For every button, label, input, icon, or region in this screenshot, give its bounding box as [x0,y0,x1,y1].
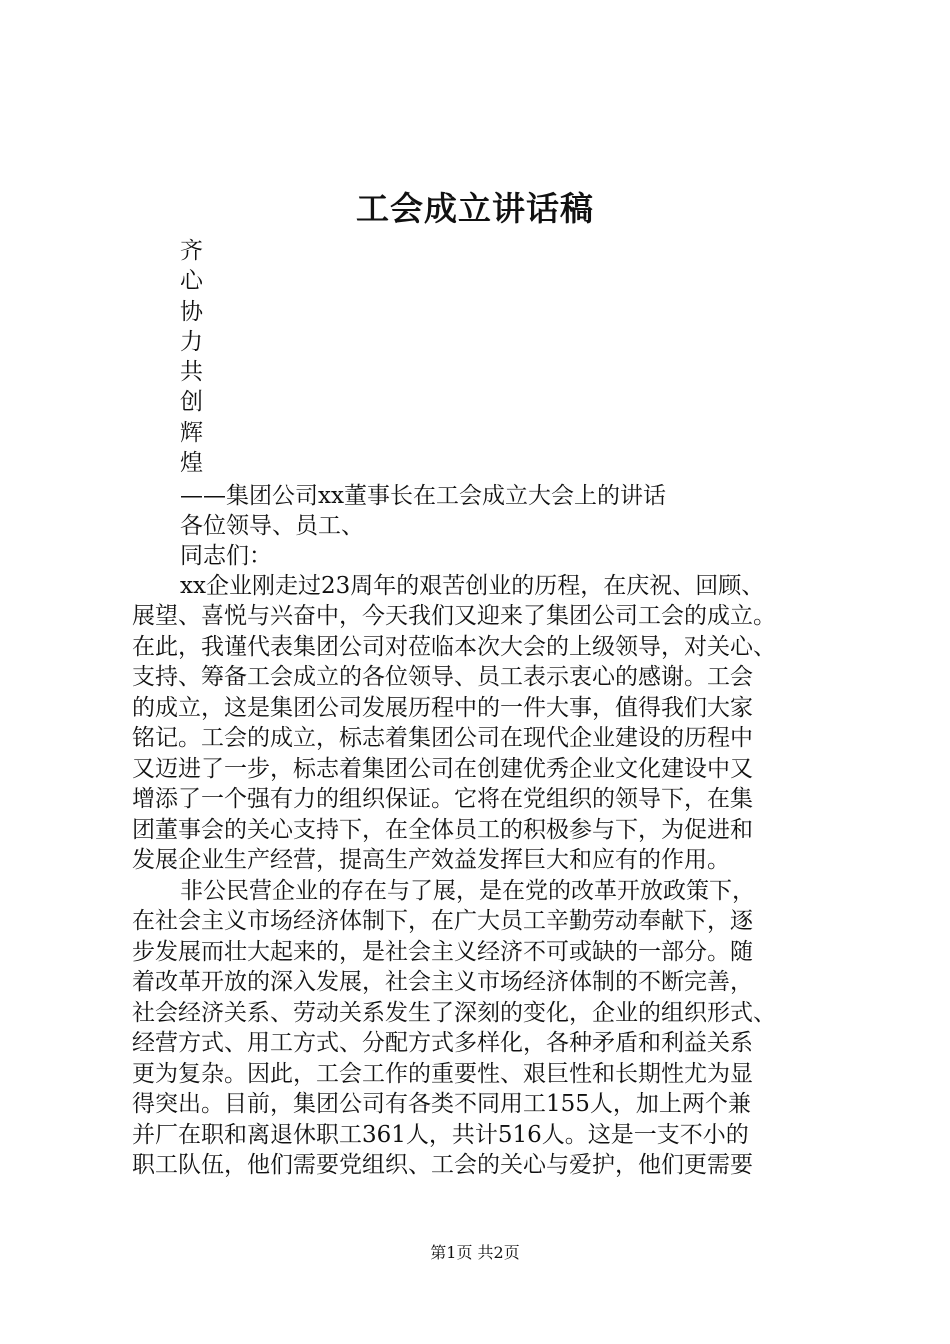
document-title: 工会成立讲话稿 [356,189,594,228]
paragraph-line: 展望、喜悦与兴奋中，今天我们又迎来了集团公司工会的成立。 [132,603,776,629]
vertical-heading-char: 辉 [180,419,203,446]
document-subtitle: ——集团公司xx董事长在工会成立大会上的讲话 [180,483,666,509]
paragraph-line: 铭记。工会的成立，标志着集团公司在现代企业建设的历程中 [132,725,753,751]
vertical-heading-char: 心 [180,268,203,295]
paragraph-line: 发展企业生产经营，提高生产效益发挥巨大和应有的作用。 [132,847,730,873]
paragraph-line: 更为复杂。因此，工会工作的重要性、艰巨性和长期性尤为显 [132,1061,753,1087]
vertical-heading-char: 煌 [180,450,203,477]
paragraph-line: 在社会主义市场经济体制下，在广大员工辛勤劳动奉献下，逐 [132,908,753,934]
paragraph-line: 又迈进了一步，标志着集团公司在创建优秀企业文化建设中又 [132,756,753,782]
vertical-heading-char: 力 [180,328,203,355]
paragraph-line: 团董事会的关心支持下，在全体员工的积极参与下，为促进和 [132,817,753,843]
page-footer: 第1页 共2页 [430,1243,520,1262]
paragraph-line: 在此，我谨代表集团公司对莅临本次大会的上级领导，对关心、 [132,634,776,660]
paragraph-line: 步发展而壮大起来的，是社会主义经济不可或缺的一部分。随 [132,939,753,965]
paragraph-line: 得突出。目前，集团公司有各类不同用工155人，加上两个兼 [132,1091,751,1117]
paragraph-line: 社会经济关系、劳动关系发生了深刻的变化，企业的组织形式、 [132,1000,776,1026]
paragraph-line: 支持、筹备工会成立的各位领导、员工表示衷心的感谢。工会 [132,664,753,690]
paragraph-line: 非公民营企业的存在与了展，是在党的改革开放政策下， [180,878,755,904]
salutation-line-2: 同志们： [180,543,272,569]
salutation-line-1: 各位领导、员工、 [180,513,364,539]
vertical-heading-char: 创 [180,389,203,416]
vertical-heading-char: 共 [180,359,203,386]
vertical-heading-char: 齐 [180,238,203,264]
paragraph-line: 职工队伍，他们需要党组织、工会的关心与爱护，他们更需要 [132,1152,753,1178]
paragraph-line: xx企业刚走过23周年的艰苦创业的历程，在庆祝、回顾、 [180,573,765,599]
paragraph-line: 增添了一个强有力的组织保证。它将在党组织的领导下，在集 [132,786,753,812]
paragraph-line: 经营方式、用工方式、分配方式多样化，各种矛盾和利益关系 [132,1030,753,1056]
paragraph-line: 着改革开放的深入发展，社会主义市场经济体制的不断完善， [132,969,753,995]
paragraph-line: 的成立，这是集团公司发展历程中的一件大事，值得我们大家 [132,695,753,721]
vertical-heading-char: 协 [180,298,203,325]
vertical-heading [180,236,220,478]
paragraph-line: 并厂在职和离退休职工361人，共计516人。这是一支不小的 [132,1122,749,1148]
